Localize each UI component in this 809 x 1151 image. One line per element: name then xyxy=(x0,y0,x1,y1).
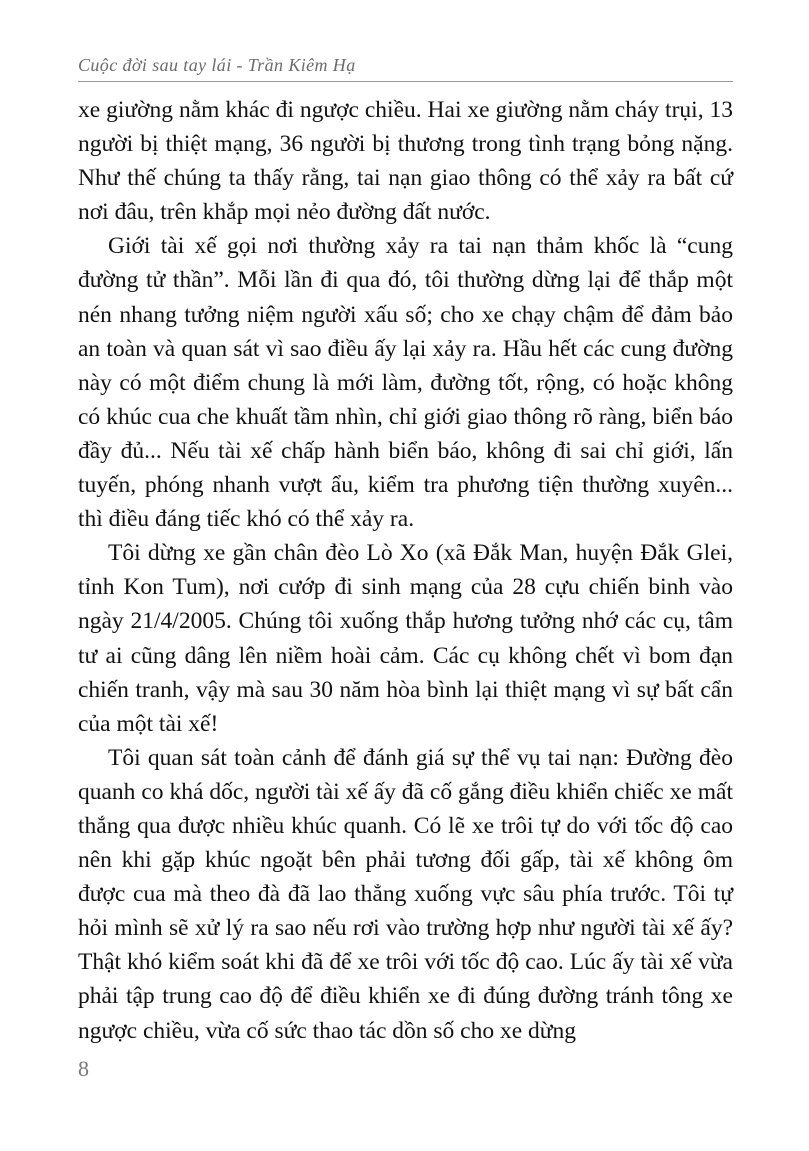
paragraph-continued: xe giường nằm khác đi ngược chiều. Hai xe giường nằm cháy trụi, 13 người bị thiệt mạng, 36 người bị thương trong tình trạng bỏng nặng. Như thế chúng ta thấy rằng, tai nạn giao thông có thể xảy ra bất cứ nơi đâu, trên khắp mọi nẻo đường đất nước. xyxy=(78,97,733,226)
running-header-title: Cuộc đời sau tay lái - Trần Kiêm Hạ xyxy=(78,55,356,75)
page-number: 8 xyxy=(78,1056,89,1081)
header-divider xyxy=(78,81,733,82)
body-text xyxy=(78,93,733,1048)
paragraph: Tôi dừng xe gần chân đèo Lò Xo (xã Đắk Man, huyện Đắk Glei, tỉnh Kon Tum), nơi cướp đi sinh mạng của 28 cựu chiến binh vào ngày 21/4/2005. Chúng tôi xuống thắp hương tưởng nhớ các cụ, tâm tư ai cũng dâng lên niềm hoài cảm. Các cụ không chết vì bom đạn chiến tranh, vậy mà sau 30 năm hòa bình lại thiệt mạng vì sự bất cẩn của một tài xế! xyxy=(78,540,733,737)
paragraph: Tôi quan sát toàn cảnh để đánh giá sự thể vụ tai nạn: Đường đèo quanh co khá dốc, người tài xế ấy đã cố gắng điều khiển chiếc xe mất thắng qua được nhiều khúc quanh. Có lẽ xe trôi tự do với tốc độ cao nên khi gặp khúc ngoặt bên phải tương đối gấp, tài xế không ôm được cua mà theo đà đã lao thẳng xuống vực sâu phía trước. Tôi tự hỏi mình sẽ xử lý ra sao nếu rơi vào trường hợp như người tài xế ấy? Thật khó kiểm soát khi đã để xe trôi với tốc độ cao. Lúc ấy tài xế vừa phải tập trung cao độ để điều khiển xe đi đúng đường tránh tông xe ngược chiều, vừa cố sức thao tác dồn số cho xe dừng xyxy=(78,744,733,1044)
paragraph: Giới tài xế gọi nơi thường xảy ra tai nạn thảm khốc là “cung đường tử thần”. Mỗi lần đi qua đó, tôi thường dừng lại để thắp một nén nhang tưởng niệm người xấu số; cho xe chạy chậm để đảm bảo an toàn và quan sát vì sao điều ấy lại xảy ra. Hầu hết các cung đường này có một điểm chung là mới làm, đường tốt, rộng, có hoặc không có khúc cua che khuất tầm nhìn, chỉ giới giao thông rõ ràng, biển báo đầy đủ... Nếu tài xế chấp hành biển báo, không đi sai chỉ giới, lấn tuyến, phóng nhanh vượt ẩu, kiểm tra phương tiện thường xuyên... thì điều đáng tiếc khó có thể xảy ra. xyxy=(78,233,733,533)
